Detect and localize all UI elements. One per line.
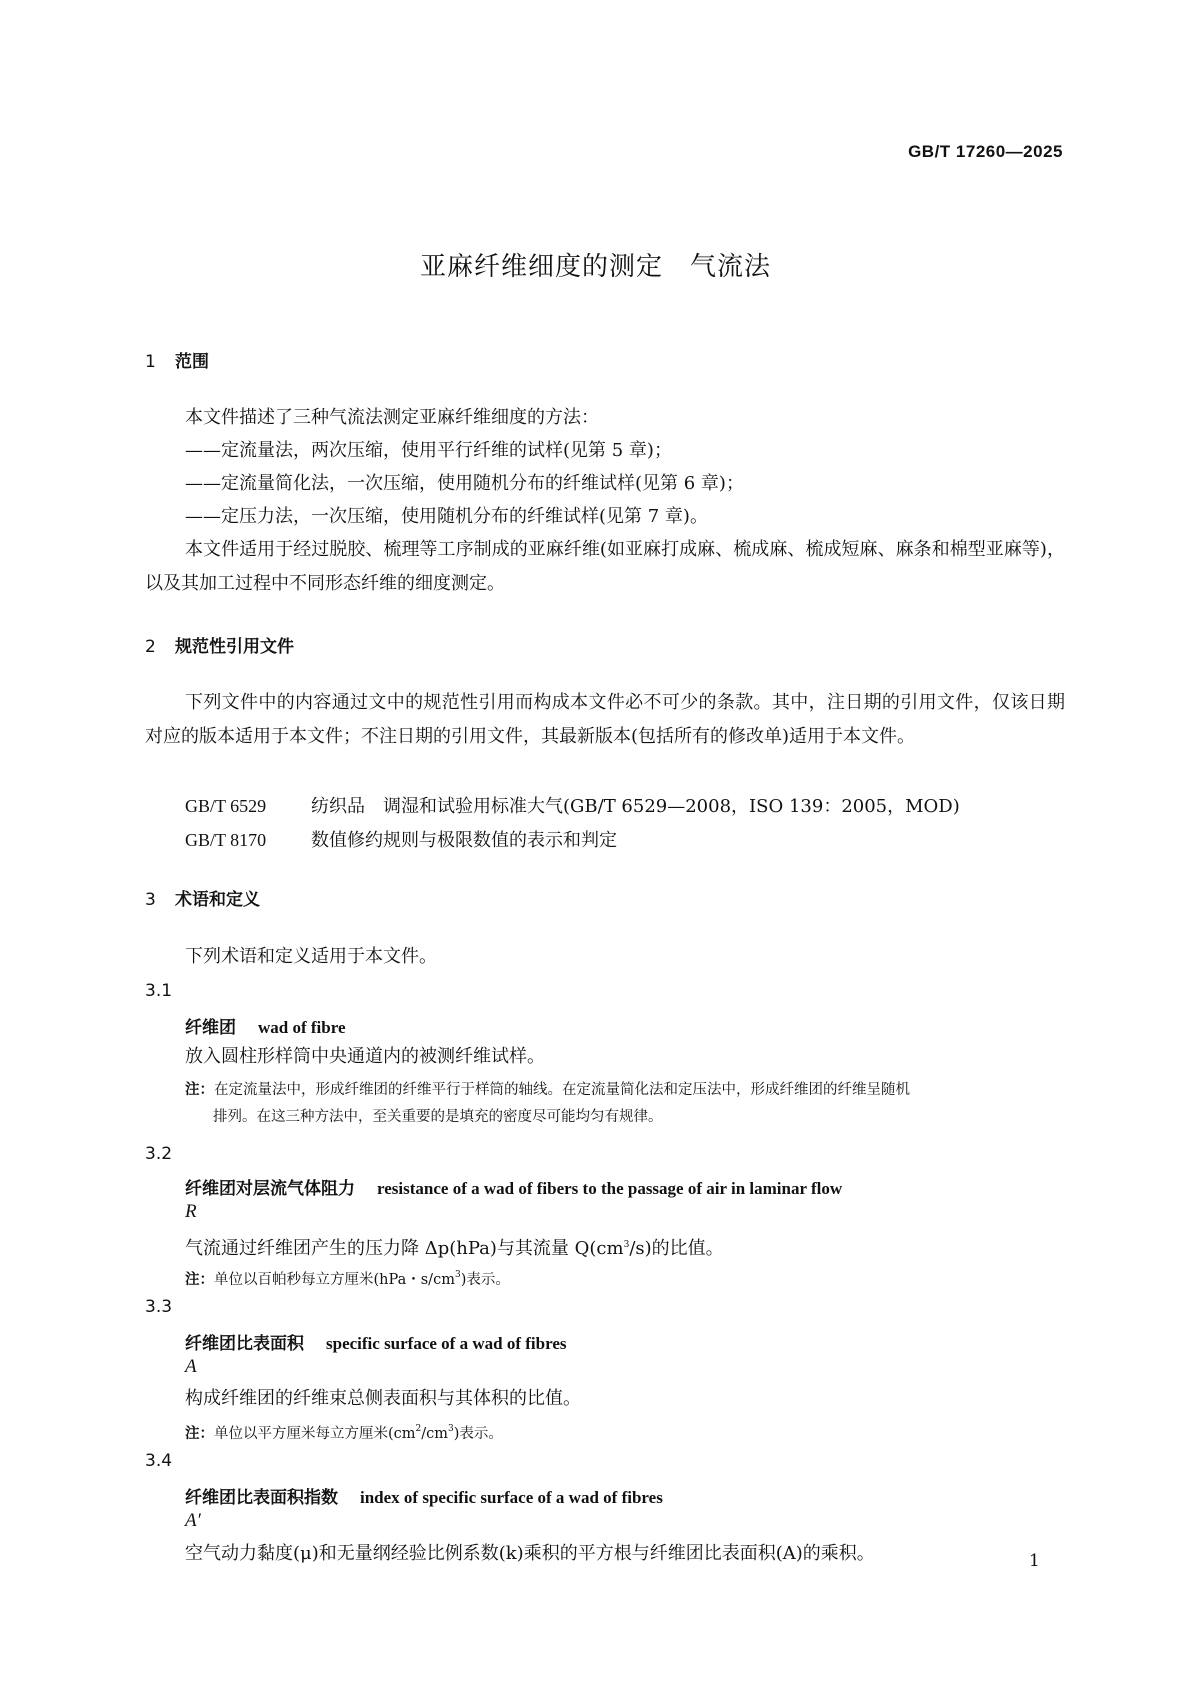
note: [185, 1416, 1065, 1448]
term-english: resistance of a wad of fibers to the passage of air in laminar flow: [377, 1179, 843, 1198]
term-definition: [185, 1228, 724, 1266]
note-text: 单位以百帕秒每立方厘米(hPa・s/cm: [214, 1272, 455, 1288]
section-title: 规范性引用文件: [175, 637, 294, 657]
superscript: 3: [454, 1270, 461, 1280]
reference-title: 数值修约规则与极限数值的表示和判定: [311, 830, 617, 851]
term-english: specific surface of a wad of fibres: [326, 1334, 567, 1353]
paragraph: 下列文件中的内容通过文中的规范性引用而构成本文件必不可少的条款。其中，注日期的引用文件，仅该日期对应的版本适用于本文件；不注日期的引用文件，其最新版本(包括所有的修改单)适用于本文件。: [145, 692, 1065, 747]
section-1-heading: [145, 347, 209, 372]
term-heading: [185, 1013, 346, 1038]
document-number: GB/T 17260—2025: [908, 142, 1063, 161]
list-item: ——定压力法，一次压缩，使用随机分布的纤维试样(见第 7 章)。: [185, 506, 708, 527]
note: [185, 1077, 1065, 1131]
definition-text: /s)的比值。: [629, 1238, 724, 1259]
reference-item: [185, 826, 617, 852]
reference-code: GB/T 8170: [185, 830, 267, 850]
term-chinese: 纤维团对层流气体阻力: [185, 1179, 355, 1199]
term-symbol: A′: [185, 1510, 201, 1531]
note-label: 注：: [185, 1426, 214, 1442]
reference-title: 纺织品 调湿和试验用标准大气(GB/T 6529—2008，ISO 139：2005，MOD): [311, 796, 960, 817]
note: [185, 1262, 1065, 1294]
note-text: 在定流量法中，形成纤维团的纤维平行于样筒的轴线。在定流量简化法和定压法中，形成纤维团的纤维呈随机: [214, 1082, 910, 1098]
note-label: 注：: [185, 1272, 214, 1288]
term-definition: 空气动力黏度(μ)和无量纲经验比例系数(k)乘积的平方根与纤维团比表面积(A)的乘积。: [185, 1543, 875, 1564]
list-item: ——定流量法，两次压缩，使用平行纤维的试样(见第 5 章)；: [185, 440, 672, 461]
superscript: 3: [623, 1240, 630, 1250]
superscript: 2: [415, 1424, 422, 1434]
section-3-heading: [145, 885, 260, 910]
definition-text: 气流通过纤维团产生的压力降 Δp(hPa)与其流量 Q(cm: [185, 1238, 624, 1259]
note-text: 排列。在这三种方法中，至关重要的是填充的密度尽可能均匀有规律。: [213, 1109, 663, 1125]
section-number: 1: [145, 352, 156, 372]
term-chinese: 纤维团比表面积: [185, 1334, 304, 1354]
reference-item: [185, 792, 960, 818]
superscript: 3: [448, 1424, 454, 1434]
term-heading: [185, 1174, 842, 1199]
term-symbol: R: [185, 1201, 197, 1222]
note-text: /cm: [421, 1426, 449, 1442]
term-english: wad of fibre: [258, 1018, 346, 1037]
term-number: 3.4: [145, 1451, 173, 1471]
paragraph: 本文件描述了三种气流法测定亚麻纤维细度的方法：: [185, 407, 599, 428]
term-heading: [185, 1483, 663, 1508]
section-number: 3: [145, 890, 156, 910]
paragraph: 本文件适用于经过脱胶、梳理等工序制成的亚麻纤维(如亚麻打成麻、梳成麻、梳成短麻、麻条和棉型亚麻等)，以及其加工过程中不同形态纤维的细度测定。: [145, 539, 1065, 594]
term-chinese: 纤维团: [185, 1018, 236, 1038]
term-symbol: A: [185, 1356, 197, 1377]
term-definition: 放入圆柱形样筒中央通道内的被测纤维试样。: [185, 1046, 545, 1067]
note-text: )表示。: [453, 1426, 503, 1442]
paragraph: 下列术语和定义适用于本文件。: [185, 946, 437, 967]
term-number: 3.1: [145, 981, 173, 1001]
note-label: 注：: [185, 1082, 214, 1098]
term-definition: 构成纤维团的纤维束总侧表面积与其体积的比值。: [185, 1388, 581, 1409]
section-title: 术语和定义: [175, 890, 260, 910]
section-2-heading: [145, 632, 294, 657]
page-number: 1: [1029, 1551, 1040, 1571]
term-number: 3.2: [145, 1144, 173, 1164]
term-chinese: 纤维团比表面积指数: [185, 1488, 338, 1508]
section-title: 范围: [175, 352, 209, 372]
document-title: 亚麻纤维细度的测定 气流法: [419, 252, 771, 282]
note-text: )表示。: [460, 1272, 510, 1288]
term-number: 3.3: [145, 1297, 173, 1317]
term-heading: [185, 1329, 566, 1354]
section-number: 2: [145, 637, 156, 657]
reference-code: GB/T 6529: [185, 796, 267, 816]
note-text: 单位以平方厘米每立方厘米(cm: [214, 1426, 416, 1442]
term-english: index of specific surface of a wad of fibres: [360, 1488, 663, 1507]
list-item: ——定流量简化法，一次压缩，使用随机分布的纤维试样(见第 6 章)；: [185, 473, 744, 494]
